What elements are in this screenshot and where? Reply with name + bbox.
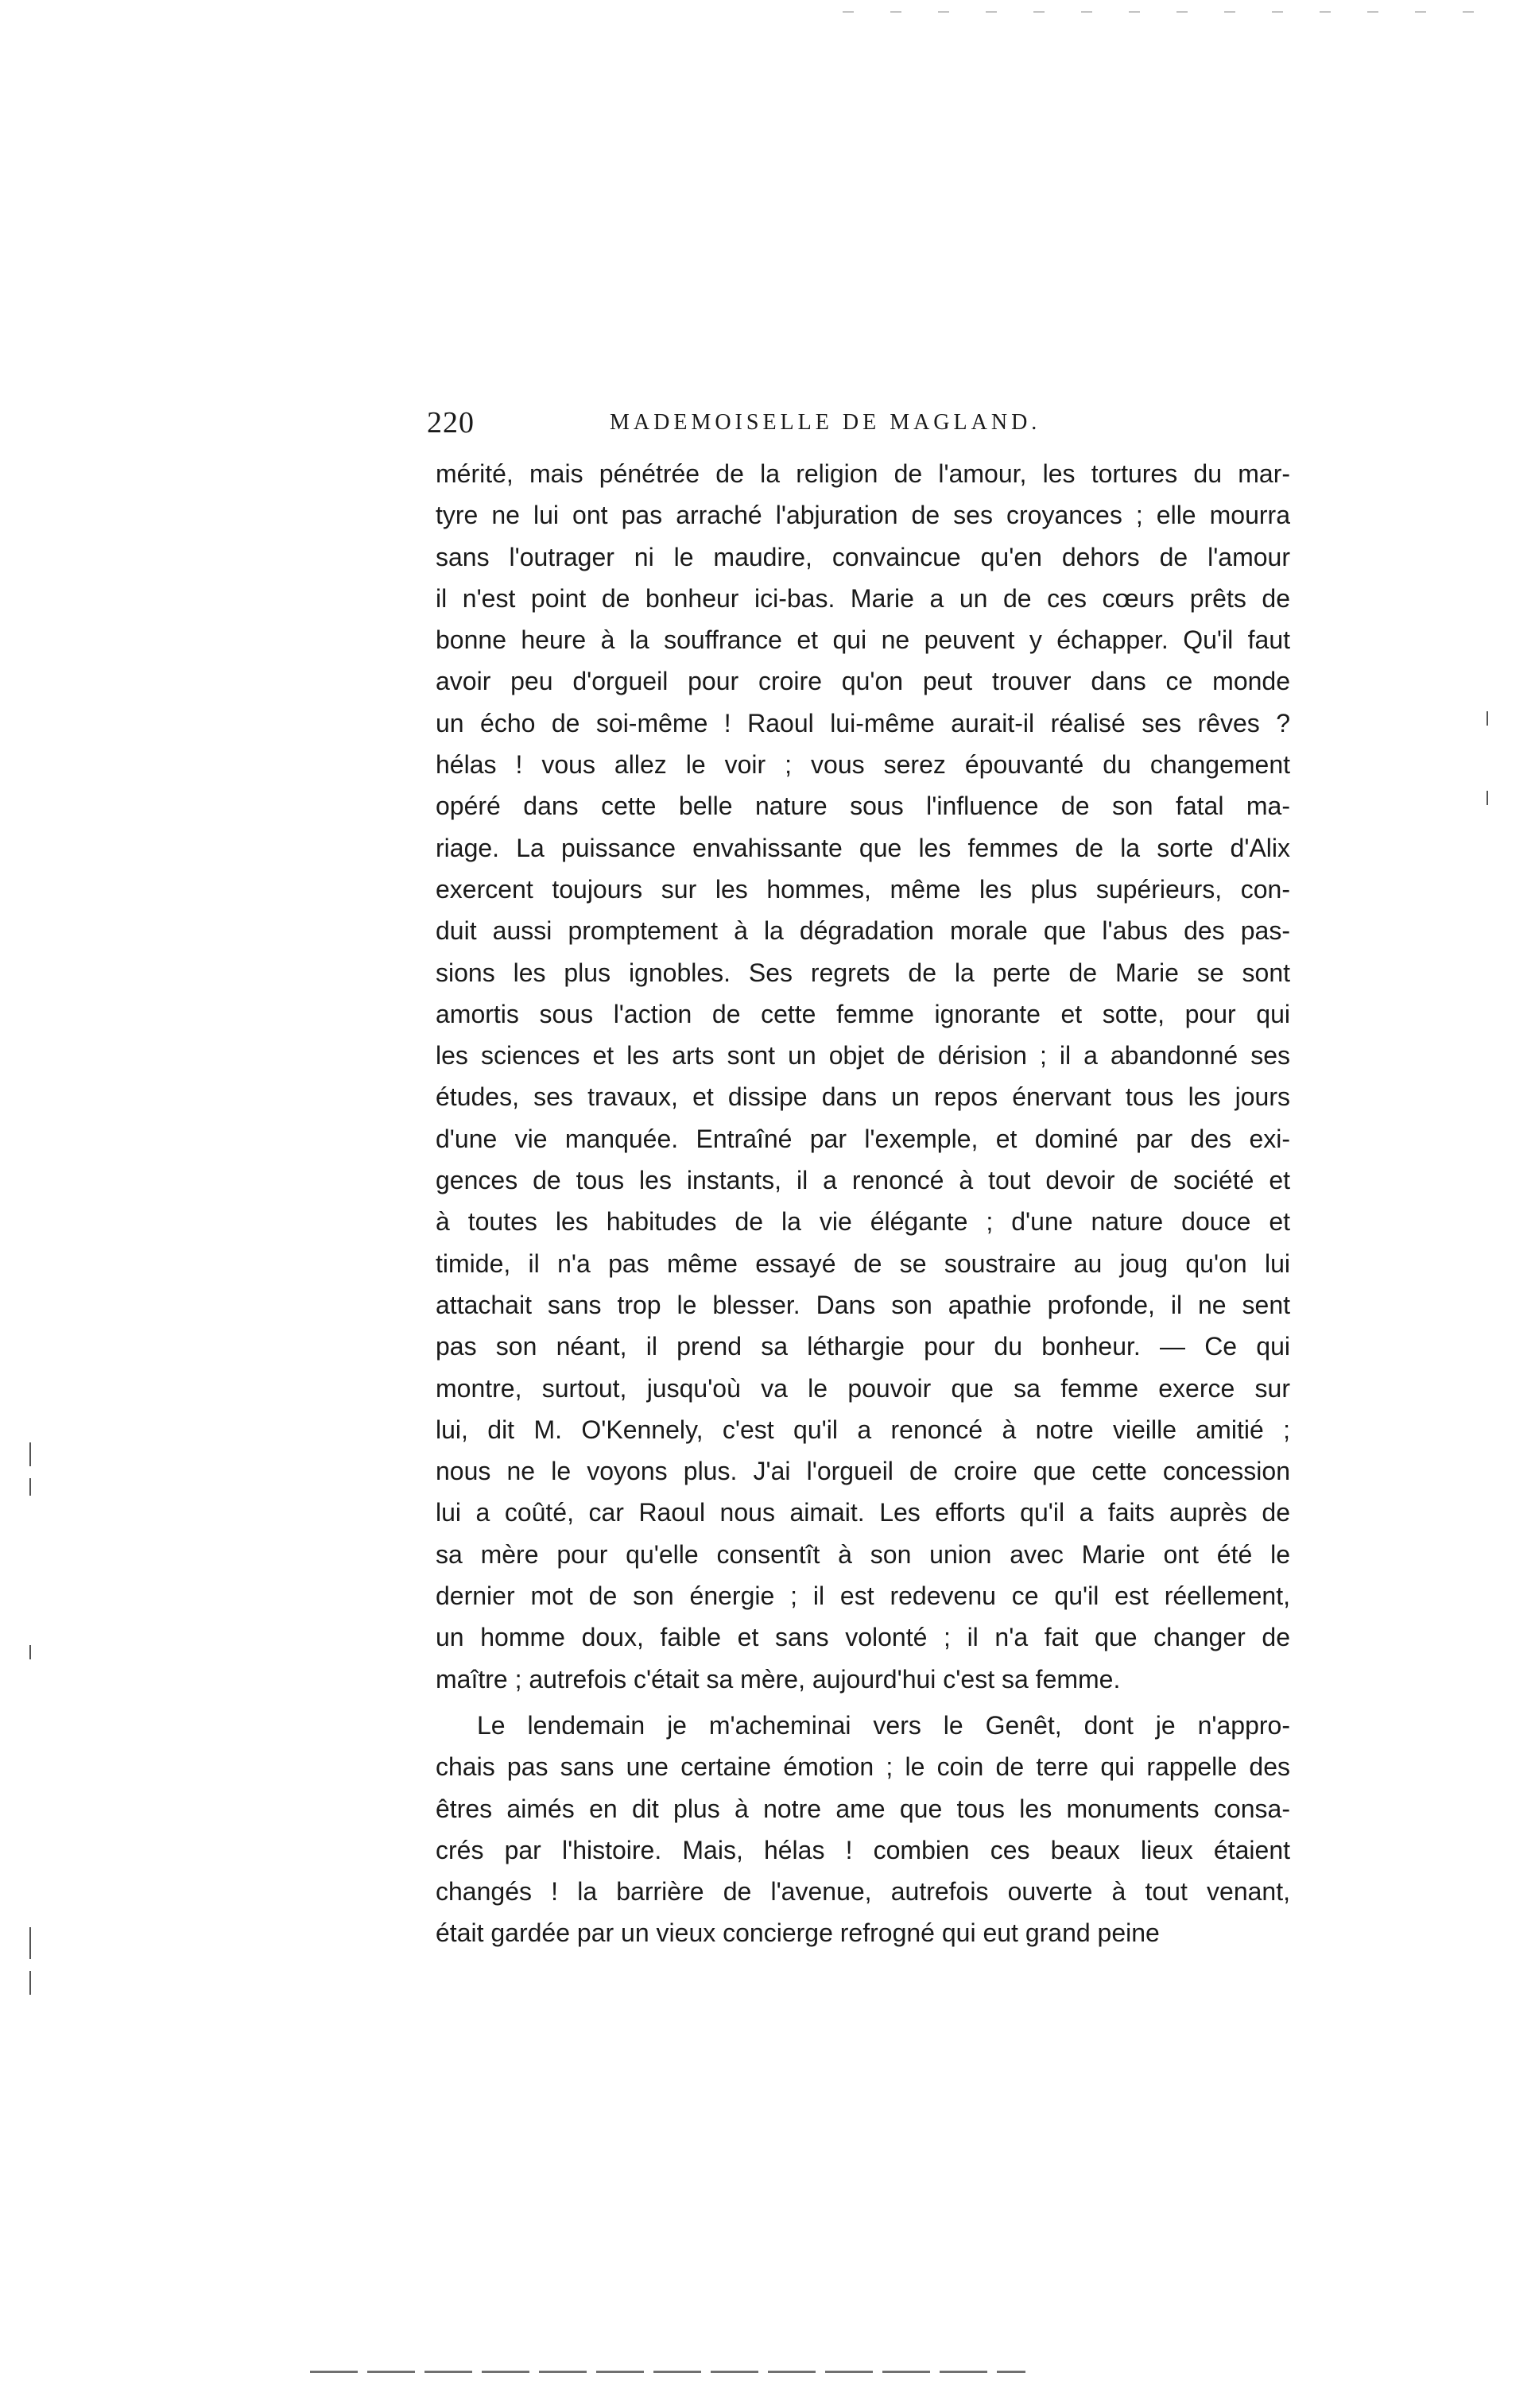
paragraph	[436, 1705, 1290, 1954]
page-header	[427, 405, 1293, 445]
text-line: êtres aimés en dit plus à notre ame que tous les monuments consa-	[436, 1794, 1290, 1823]
text-line: nous ne le voyons plus. J'ai l'orgueil de croire que cette concession	[436, 1457, 1290, 1486]
text-line: à toutes les habitudes de la vie élégante ; d'une nature douce et	[436, 1207, 1290, 1237]
text-line: hélas ! vous allez le voir ; vous serez épouvanté du changement	[436, 750, 1290, 780]
text-line: sa mère pour qu'elle consentît à son union avec Marie ont été le	[436, 1539, 1290, 1569]
text-line: Le lendemain je m'acheminai vers le Genêt, dont je n'appro-	[477, 1710, 1290, 1740]
text-line: changés ! la barrière de l'avenue, autrefois ouverte à tout venant,	[436, 1877, 1290, 1907]
text-line: un écho de soi-même ! Raoul lui-même aurait-il réalisé ses rêves ?	[436, 708, 1290, 737]
text-line: bonne heure à la souffrance et qui ne peuvent y échapper. Qu'il faut	[436, 625, 1290, 655]
scan-mark	[29, 1478, 31, 1496]
scan-mark	[1487, 711, 1488, 726]
text-line: dernier mot de son énergie ; il est redevenu ce qu'il est réellement,	[436, 1581, 1290, 1611]
text-line: chais pas sans une certaine émotion ; le coin de terre qui rappelle des	[436, 1752, 1290, 1782]
text-line: sions les plus ignobles. Ses regrets de la perte de Marie se sont	[436, 958, 1290, 987]
text-line: gences de tous les instants, il a renoncé à tout devoir de société et	[436, 1166, 1290, 1195]
text-line: duit aussi promptement à la dégradation morale que l'abus des pas-	[436, 916, 1290, 946]
scan-mark	[29, 1645, 31, 1659]
running-head: MADEMOISELLE DE MAGLAND.	[610, 410, 1041, 435]
text-line: amortis sous l'action de cette femme ignorante et sotte, pour qui	[436, 999, 1290, 1028]
text-line: un homme doux, faible et sans volonté ; il n'a fait que changer de	[436, 1623, 1290, 1652]
scan-mark	[29, 1971, 31, 1995]
scan-mark	[29, 1927, 31, 1959]
text-line: les sciences et les arts sont un objet de dérision ; il a abandonné ses	[436, 1041, 1290, 1070]
scan-edge-top	[843, 11, 1479, 13]
text-line: lui a coûté, car Raoul nous aimait. Les efforts qu'il a faits auprès de	[436, 1498, 1290, 1527]
paragraph	[436, 453, 1290, 1700]
text-line: d'une vie manquée. Entraîné par l'exemple, et dominé par des exi-	[436, 1124, 1290, 1153]
text-line: lui, dit M. O'Kennely, c'est qu'il a renoncé à notre vieille amitié ;	[436, 1415, 1290, 1444]
text-line: riage. La puissance envahissante que les femmes de la sorte d'Alix	[436, 833, 1290, 862]
text-line: avoir peu d'orgueil pour croire qu'on peut trouver dans ce monde	[436, 667, 1290, 696]
text-line: était gardée par un vieux concierge refrogné qui eut grand peine	[436, 1918, 1160, 1948]
text-line: opéré dans cette belle nature sous l'influence de son fatal ma-	[436, 792, 1290, 821]
text-line: il n'est point de bonheur ici-bas. Marie a un de ces cœurs prêts de	[436, 583, 1290, 613]
scan-mark	[29, 1442, 31, 1466]
text-line: crés par l'histoire. Mais, hélas ! combien ces beaux lieux étaient	[436, 1835, 1290, 1864]
page-number: 220	[427, 406, 475, 439]
text-line: études, ses travaux, et dissipe dans un repos énervant tous les jours	[436, 1082, 1290, 1112]
text-line: montre, surtout, jusqu'où va le pouvoir que sa femme exerce sur	[436, 1373, 1290, 1403]
body-text	[436, 453, 1290, 1954]
text-line: exercent toujours sur les hommes, même les plus supérieurs, con-	[436, 874, 1290, 904]
text-line: sans l'outrager ni le maudire, convaincue qu'en dehors de l'amour	[436, 542, 1290, 571]
scan-mark	[1487, 791, 1488, 805]
text-line: pas son néant, il prend sa léthargie pour du bonheur. — Ce qui	[436, 1332, 1290, 1361]
text-line: tyre ne lui ont pas arraché l'abjuration de ses croyances ; elle mourra	[436, 501, 1290, 530]
text-line: maître ; autrefois c'était sa mère, aujourd'hui c'est sa femme.	[436, 1664, 1121, 1694]
text-line: timide, il n'a pas même essayé de se soustraire au joug qu'on lui	[436, 1249, 1290, 1278]
text-line: attachait sans trop le blesser. Dans son apathie profonde, il ne sent	[436, 1290, 1290, 1319]
scan-edge-bottom	[310, 2371, 1025, 2373]
text-line: mérité, mais pénétrée de la religion de l'amour, les tortures du mar-	[436, 459, 1290, 488]
